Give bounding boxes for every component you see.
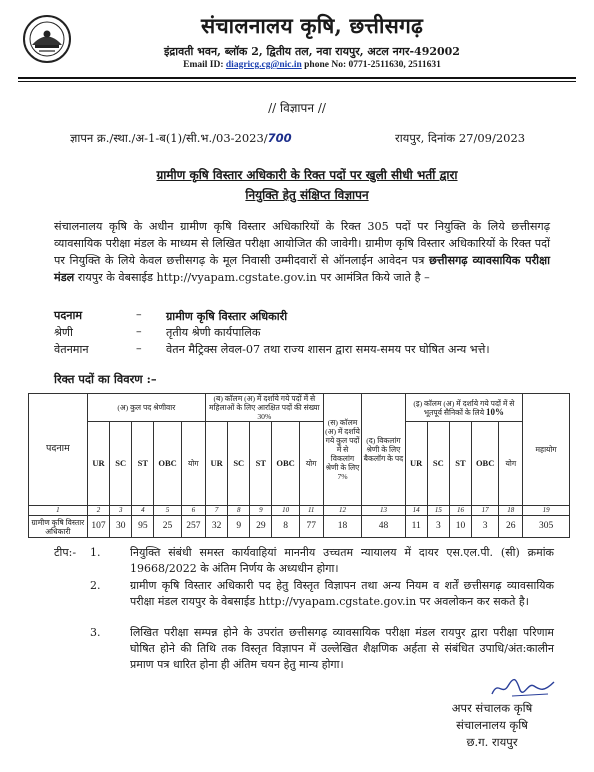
- cat-sc: SC: [110, 422, 132, 506]
- subject-line-1: ग्रामीण कृषि विस्तार अधिकारी के रिक्त पदों पर खुली सीधी भर्ती द्वारा: [156, 168, 458, 182]
- vacancy-table: [28, 393, 570, 538]
- contact-line: [0, 60, 594, 70]
- cell-value: 10: [449, 516, 471, 538]
- cell-value: 95: [132, 516, 154, 538]
- col-number: 17: [471, 506, 498, 516]
- cell-value: 107: [87, 516, 109, 538]
- handwritten-signature-icon: [488, 674, 558, 700]
- cat-total: योग: [299, 422, 323, 506]
- phone-text: phone No: 0771-2511630, 2511631: [304, 60, 441, 70]
- col-number: 14: [405, 506, 427, 516]
- header-total: महायोग: [523, 394, 570, 506]
- table-row: [29, 516, 570, 538]
- reference-number: [70, 131, 292, 146]
- cat-ur: UR: [405, 422, 427, 506]
- header-post: पदनाम: [29, 394, 88, 506]
- note-text: नियुक्ति संबंधी समस्त कार्यवाहियां माननीय उच्चतम न्यायालय में दायर एस.एल.पी. (सी) क्रमांक 19668/2022 के अंतिम निर्णय के अध्यधीन होगा।: [130, 546, 554, 575]
- cell-value: 8: [272, 516, 299, 538]
- cell-value: 32: [205, 516, 227, 538]
- subject-line-2: नियुक्ति हेतु संक्षिप्त विज्ञापन: [245, 188, 369, 202]
- post-detail-dash: –: [136, 308, 142, 321]
- reference-handwritten-number: 700: [267, 131, 292, 145]
- cat-obc: OBC: [272, 422, 299, 506]
- col-number: 7: [205, 506, 227, 516]
- post-detail-dash: –: [136, 325, 142, 338]
- notice-label: // विज्ञापन //: [268, 101, 326, 115]
- cat-st: ST: [449, 422, 471, 506]
- col-number: 3: [110, 506, 132, 516]
- office-title: संचालनालय कृषि, छत्तीसगढ़: [200, 13, 424, 38]
- intro-text-bold: छत्तीसगढ़ व्यावसायिक परीक्षा मंडल: [54, 253, 550, 284]
- office-address: इंद्रावती भवन, ब्लॉक 2, द्वितीय तल, नवा रायपुर, अटल नगर-492002: [164, 45, 460, 58]
- signatory-designation: अपर संचालक कृषि: [451, 701, 533, 715]
- header-group-i-text: (इ) कॉलम (अ) में दर्शाये गये पदों में से भूतपूर्व सैनिकों के लिये: [413, 398, 515, 417]
- cell-value: 30: [110, 516, 132, 538]
- note-number: 2.: [90, 579, 101, 592]
- signatory-location: छ.ग. रायपुर: [466, 735, 518, 749]
- header-col-s: (स) कॉलम (अ) में दर्शाये गये कुल पदों में से विकलांग श्रेणी के लिए 7%: [323, 394, 362, 506]
- signatory-office: संचालनालय कृषि: [456, 718, 528, 732]
- cell-value: 3: [427, 516, 449, 538]
- cat-st: ST: [250, 422, 272, 506]
- col-number: 9: [250, 506, 272, 516]
- cell-value: 48: [362, 516, 405, 538]
- table-header-row-1: [29, 394, 570, 422]
- col-number: 16: [449, 506, 471, 516]
- cell-value: 18: [323, 516, 362, 538]
- col-number: 13: [362, 506, 405, 516]
- cat-obc: OBC: [471, 422, 498, 506]
- cat-sc: SC: [228, 422, 250, 506]
- header-col-d: (द) विकलांग श्रेणी के लिए बैकलॉग के पद: [362, 394, 405, 506]
- col-number: 10: [272, 506, 299, 516]
- col-number: 2: [87, 506, 109, 516]
- col-number: 5: [154, 506, 181, 516]
- intro-paragraph: [54, 218, 550, 286]
- notes-label: टीप:-: [54, 546, 77, 559]
- note-text: लिखित परीक्षा सम्पन्न होने के उपरांत छत्तीसगढ़ व्यावसायिक परीक्षा मंडल रायपुर द्वारा परीक्षा परिणाम घोषित होने की तिथि तक विस्तृत विज्ञापन में उल्लेखित शैक्षणिक अर्हता से संबंधित उपाधि/अंत:कालीन प्रमाण पत्र धारित होना ही अंतिम चयन हेतु मान्य होगा।: [130, 626, 554, 671]
- cat-st: ST: [132, 422, 154, 506]
- table-column-number-row: [29, 506, 570, 516]
- cell-value: 9: [228, 516, 250, 538]
- col-number: 19: [523, 506, 570, 516]
- row-post-name: ग्रामीण कृषि विस्तार अधिकारी: [29, 516, 88, 538]
- col-number: 15: [427, 506, 449, 516]
- col-number: 11: [299, 506, 323, 516]
- col-number: 1: [29, 506, 88, 516]
- cat-total: योग: [499, 422, 523, 506]
- cell-value: 25: [154, 516, 181, 538]
- post-detail-label: श्रेणी: [54, 326, 73, 339]
- header-group-i-pct: 10%: [486, 406, 505, 417]
- cat-ur: UR: [87, 422, 109, 506]
- email-label: Email ID:: [183, 60, 224, 70]
- cell-value: 77: [299, 516, 323, 538]
- cat-sc: SC: [427, 422, 449, 506]
- cat-total: योग: [181, 422, 205, 506]
- note-text: ग्रामीण कृषि विस्तार अधिकारी पद हेतु विस्तृत विज्ञापन तथा अन्य नियम व शर्तें छत्तीसगढ़ व्यावसायिक परीक्षा मंडल रायपुर के वेबसाईड http://vyapam.cgstate.gov.in पर अवलोकन कर सकते है।: [130, 579, 554, 608]
- email-link[interactable]: diagricg.cg@nic.in: [225, 60, 302, 70]
- post-detail-dash: –: [136, 342, 142, 355]
- vacancy-section-title: रिक्त पदों का विवरण :–: [54, 372, 157, 386]
- post-detail-label: पदनाम: [54, 308, 83, 322]
- col-number: 6: [181, 506, 205, 516]
- reference-text: ज्ञापन क्र./स्था./अ-1-ब(1)/सी.भ./03-2023/: [70, 131, 268, 145]
- intro-text-1: संचालनालय कृषि के अधीन ग्रामीण कृषि विस्तार अधिकारियों के रिक्त 305 पदों पर नियुक्ति के लिये छत्तीसगढ़ व्यावसायिक परीक्षा मंडल के माध्यम से लिखित परीक्षा आयोजित की जावेगी। ग्रामीण कृषि विस्तार अधिकारियों के रिक्त पदों पर नियुक्ति के लिये केवल छत्तीसगढ़ के मूल निवासी उम्मीदवारों से ऑनलाईन आवेदन पत्र: [54, 220, 550, 267]
- col-number: 4: [132, 506, 154, 516]
- reference-date: रायपुर, दिनांक 27/09/2023: [395, 131, 526, 145]
- col-number: 8: [228, 506, 250, 516]
- cell-value: 29: [250, 516, 272, 538]
- cell-value: 257: [181, 516, 205, 538]
- post-detail-value: वेतन मैट्रिक्स लेवल-07 तथा राज्य शासन द्वारा समय-समय पर घोषित अन्य भत्ते।: [166, 343, 490, 356]
- cell-value: 305: [523, 516, 570, 538]
- intro-text-2: रायपुर के वेबसाईड http://vyapam.cgstate.gov.in पर आमंत्रित किये जाते है –: [74, 271, 430, 284]
- col-number: 12: [323, 506, 362, 516]
- header-group-i: [405, 394, 523, 422]
- cell-value: 3: [471, 516, 498, 538]
- header-divider: [18, 77, 576, 79]
- cat-obc: OBC: [154, 422, 181, 506]
- cat-ur: UR: [205, 422, 227, 506]
- cell-value: 11: [405, 516, 427, 538]
- post-detail-value: ग्रामीण कृषि विस्तार अधिकारी: [166, 309, 288, 323]
- header-group-b: (ब) कॉलम (अ) में दर्शाये गये पदों में से महिलाओं के लिए आरक्षित पदों की संख्या 30%: [205, 394, 323, 422]
- header-group-a: (अ) कुल पद श्रेणीवार: [87, 394, 205, 422]
- col-number: 18: [499, 506, 523, 516]
- post-detail-label: वेतनमान: [54, 343, 89, 356]
- header-divider-thin: [18, 81, 576, 82]
- note-number: 3.: [90, 626, 101, 639]
- post-detail-value: तृतीय श्रेणी कार्यपालिक: [166, 326, 261, 339]
- table-header-row-2: [29, 422, 570, 506]
- note-number: 1.: [90, 546, 101, 559]
- signatory-block: [428, 700, 556, 751]
- cell-value: 26: [499, 516, 523, 538]
